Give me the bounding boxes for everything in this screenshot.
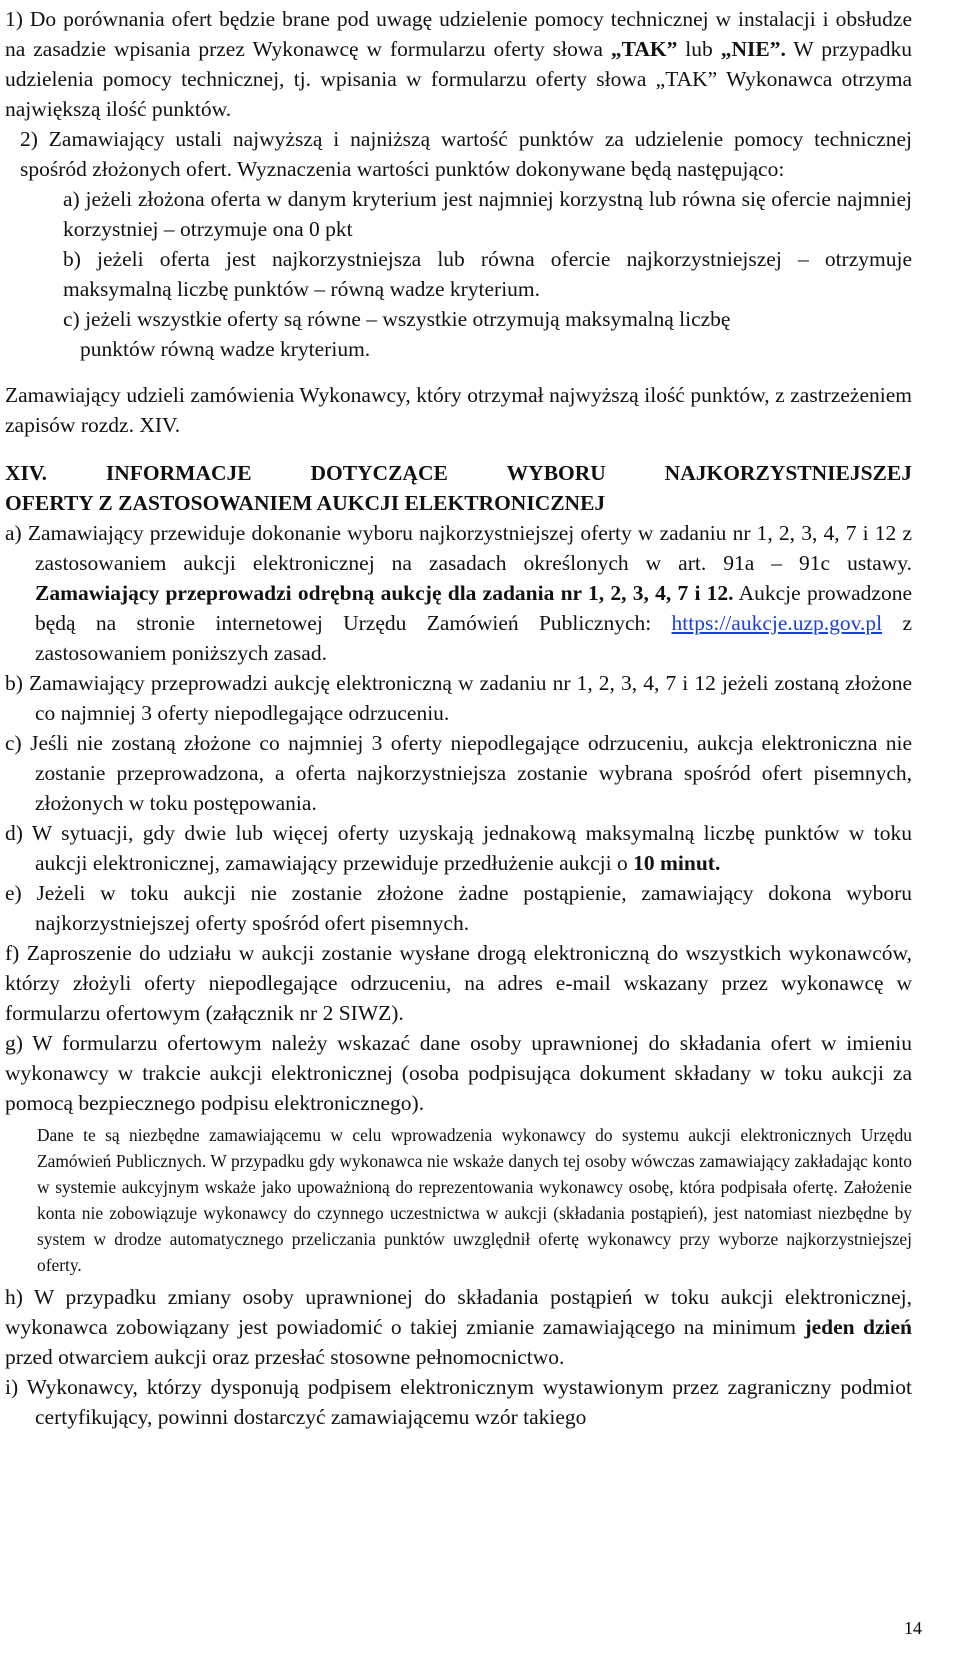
auction-item-e: e) Jeżeli w toku aukcji nie zostanie złożone żadne postąpienie, zamawiający dokona wyboru najkorzystniejszej oferty spośród ofert pisemnych.: [5, 881, 912, 935]
scoring-rule-a: a) jeżeli złożona oferta w danym kryterium jest najmniej korzystną lub równa się ofercie najmniej korzystniej – otrzymuje ona 0 pkt: [63, 187, 912, 241]
page-number: 14: [904, 1618, 922, 1638]
auction-item-f: f) Zaproszenie do udziału w aukcji zostanie wysłane drogą elektroniczną do wszystkich wykonawców, którzy złożyli oferty niepodlegające odrzuceniu, na adres e-mail wskazany przez wykonawcę w formularzu ofertowym (załącznik nr 2 SIWZ).: [5, 941, 912, 1025]
criterion-paragraph-1: 1) Do porównania ofert będzie brane pod uwagę udzielenie pomocy technicznej w instalacji i obsłudze na zasadzie wpisania przez Wykonawcę w formularzu oferty słowa „TAK” lub „NIE”. W przypadku udzielenia pomocy technicznej, tj. wpisania w formularzu oferty słowa „TAK” Wykonawca otrzyma największą ilość punktów.: [5, 7, 912, 121]
award-paragraph: Zamawiający udzieli zamówienia Wykonawcy, który otrzymał najwyższą ilość punktów, z zastrzeżeniem zapisów rozdz. XIV.: [5, 383, 912, 437]
scoring-rule-c: c) jeżeli wszystkie oferty są równe – wszystkie otrzymują maksymalną liczbę punktów równą wadze kryterium.: [63, 307, 731, 361]
spacer: [5, 364, 912, 380]
tak-word: „TAK”: [610, 37, 678, 61]
section-heading: XIV. INFORMACJE DOTYCZĄCE WYBORU NAJKORZYSTNIEJSZEJ OFERTY Z ZASTOSOWANIEM AUKCJI ELEKTRONICZNEJ: [5, 461, 912, 515]
auction-item-b: b) Zamawiający przeprowadzi aukcję elektroniczną w zadaniu nr 1, 2, 3, 4, 7 i 12 jeżeli zostaną złożone co najmniej 3 oferty niepodlegające odrzuceniu.: [5, 671, 912, 725]
auction-item-d: d) W sytuacji, gdy dwie lub więcej oferty uzyskają jednakową maksymalną liczbę punktów w toku aukcji elektronicznej, zamawiający przewiduje przedłużenie aukcji o 10 minut.: [5, 821, 912, 875]
criterion-paragraph-2: 2) Zamawiający ustali najwyższą i najniższą wartość punktów za udzielenie pomocy technicznej spośród złożonych ofert. Wyznaczenia wartości punktów dokonywane będą następująco:: [20, 127, 912, 181]
scoring-rule-b: b) jeżeli oferta jest najkorzystniejsza lub równa ofercie najkorzystniejszej – otrzymuje maksymalną liczbę punktów – równą wadze kryterium.: [63, 247, 912, 301]
auction-item-g: g) W formularzu ofertowym należy wskazać dane osoby uprawnionej do składania ofert w imieniu wykonawcy w trakcie aukcji elektronicznej (osoba podpisująca dokument składany w toku aukcji za pomocą bezpiecznego podpisu elektronicznego).: [5, 1031, 912, 1115]
nie-word: „NIE”.: [720, 37, 786, 61]
spacer: [5, 440, 912, 458]
auction-item-g-note: Dane te są niezbędne zamawiającemu w celu wprowadzenia wykonawcy do systemu aukcji elektronicznych Urzędu Zamówień Publicznych. W przypadku gdy wykonawca nie wskaże danych tej osoby wówczas zamawiający zakładając konto w systemie aukcyjnym wskaże jako upoważnioną do reprezentowania wykonawcy osobę, która podpisała ofertę. Założenie konta nie zobowiązuje wykonawcy do czynnego uczestnictwa w aukcji (składania postąpień), jest natomiast niezbędne by system w drodze automatycznego przeliczania punktów uwzględnił ofertę wykonawcy przy wyborze najkorzystniejszej oferty.: [37, 1125, 912, 1275]
auction-item-i: i) Wykonawcy, którzy dysponują podpisem elektronicznym wystawionym przez zagraniczny podmiot certyfikujący, powinni dostarczyć zamawiającemu wzór takiego: [5, 1375, 912, 1429]
auction-item-h: h) W przypadku zmiany osoby uprawnionej do składania postąpień w toku aukcji elektronicznej, wykonawca zobowiązany jest powiadomić o takiej zmianie zamawiającego na minimum jeden dzień przed otwarciem aukcji oraz przesłać stosowne pełnomocnictwo.: [5, 1285, 912, 1369]
auction-item-c: c) Jeśli nie zostaną złożone co najmniej 3 oferty niepodlegające odrzuceniu, aukcja elektroniczna nie zostanie przeprowadzona, a oferta najkorzystniejsza zostanie wybrana spośród ofert pisemnych, złożonych w toku postępowania.: [5, 731, 912, 815]
auction-site-link[interactable]: https://aukcje.uzp.gov.pl: [671, 611, 883, 635]
auction-item-a: a) Zamawiający przewiduje dokonanie wyboru najkorzystniejszej oferty w zadaniu nr 1, 2, 3, 4, 7 i 12 z zastosowaniem aukcji elektronicznej na zasadach określonych w art. 91a – 91c ustawy. Zamawiający przeprowadzi odrębną aukcję dla zadania nr 1, 2, 3, 4, 7 i 12. Aukcje prowadzone będą na stronie internetowej Urzędu Zamówień Publicznych: https://aukcje.uzp.gov.pl z zastosowaniem poniższych zasad.: [5, 521, 913, 665]
